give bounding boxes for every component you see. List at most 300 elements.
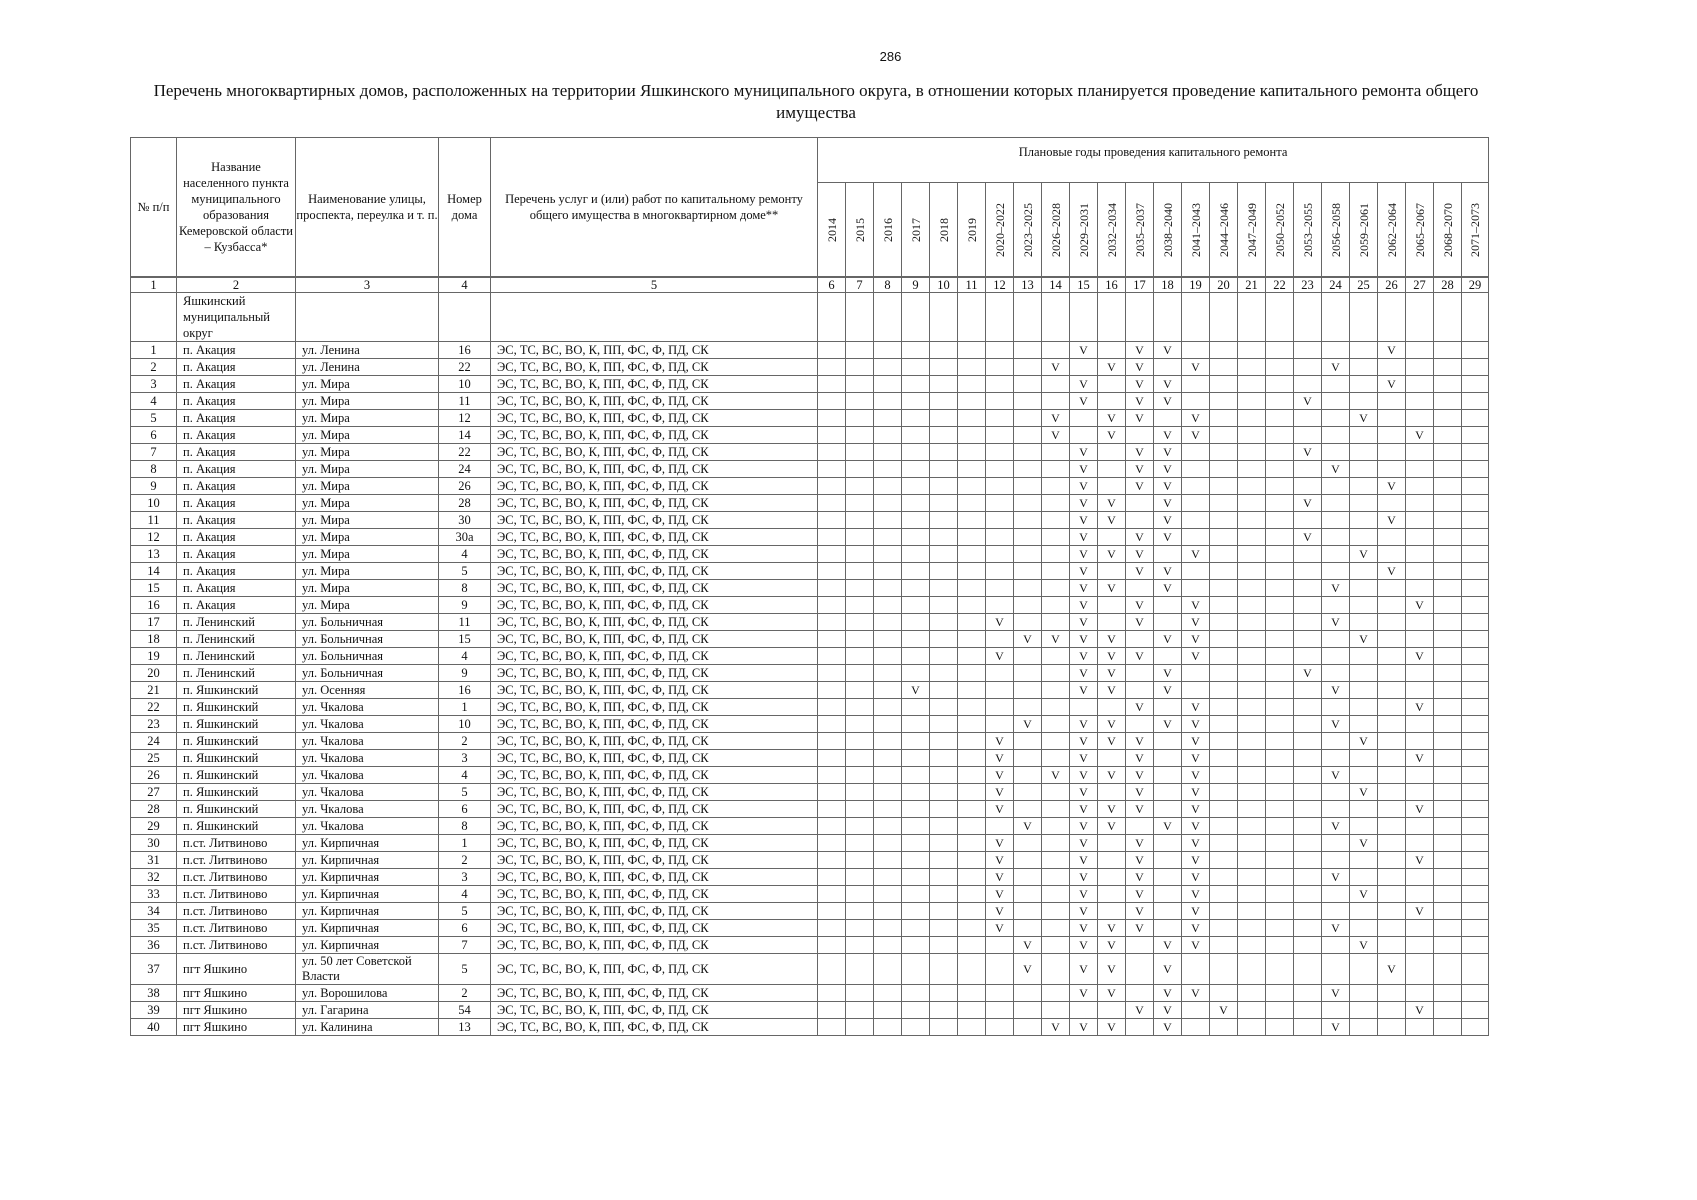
- year-cell: [1238, 1002, 1266, 1019]
- row-number: 11: [131, 512, 177, 529]
- year-cell: [1350, 682, 1378, 699]
- year-cell: [958, 985, 986, 1002]
- works-cell: ЭС, ТС, ВС, ВО, К, ПП, ФС, Ф, ПД, СК: [491, 869, 818, 886]
- house-cell: 11: [439, 393, 491, 410]
- year-cell: [1406, 631, 1434, 648]
- house-cell: 3: [439, 869, 491, 886]
- year-cell: [1238, 512, 1266, 529]
- settlement-cell: п.ст. Литвиново: [177, 869, 296, 886]
- year-cell: [1350, 750, 1378, 767]
- street-cell: ул. Мира: [296, 393, 439, 410]
- year-cell: [1238, 985, 1266, 1002]
- empty-cell: [1434, 293, 1462, 342]
- year-cell: [902, 444, 930, 461]
- year-cell: [902, 801, 930, 818]
- works-cell: ЭС, ТС, ВС, ВО, К, ПП, ФС, Ф, ПД, СК: [491, 801, 818, 818]
- year-mark: V: [1070, 903, 1098, 920]
- year-cell: [846, 985, 874, 1002]
- year-cell: [1042, 835, 1070, 852]
- year-cell: [1434, 784, 1462, 801]
- year-cell: [1322, 937, 1350, 954]
- year-cell: [1266, 376, 1294, 393]
- empty-cell: [902, 293, 930, 342]
- year-cell: [1378, 801, 1406, 818]
- year-cell: [958, 563, 986, 580]
- year-cell: [930, 597, 958, 614]
- year-cell: [1238, 393, 1266, 410]
- year-cell: [986, 393, 1014, 410]
- year-cell: [1322, 529, 1350, 546]
- year-cell: [1014, 682, 1042, 699]
- street-cell: ул. Больничная: [296, 648, 439, 665]
- year-cell: [1266, 801, 1294, 818]
- year-cell: [1266, 1019, 1294, 1036]
- year-mark: V: [1126, 478, 1154, 495]
- year-cell: [1322, 648, 1350, 665]
- year-cell: [1210, 682, 1238, 699]
- year-cell: [818, 682, 846, 699]
- table-row: [131, 1019, 1489, 1036]
- row-number: 36: [131, 937, 177, 954]
- year-mark: V: [1322, 869, 1350, 886]
- year-cell: [958, 750, 986, 767]
- empty-cell: [1098, 293, 1126, 342]
- works-cell: ЭС, ТС, ВС, ВО, К, ПП, ФС, Ф, ПД, СК: [491, 750, 818, 767]
- header-col-works: Перечень услуг и (или) работ по капитальному ремонту общего имущества в многоквартирном доме**: [491, 138, 818, 277]
- year-mark: V: [1126, 903, 1154, 920]
- year-cell: [1434, 665, 1462, 682]
- year-cell: [1294, 461, 1322, 478]
- year-mark: V: [1070, 784, 1098, 801]
- year-cell: [1322, 750, 1350, 767]
- year-cell: [1434, 818, 1462, 835]
- year-cell: [1322, 478, 1350, 495]
- year-cell: [930, 985, 958, 1002]
- year-cell: [1294, 597, 1322, 614]
- year-cell: [1182, 393, 1210, 410]
- year-cell: [818, 903, 846, 920]
- year-cell: [1462, 444, 1489, 461]
- column-number: 7: [846, 278, 874, 293]
- year-cell: [1462, 427, 1489, 444]
- year-mark: V: [1098, 665, 1126, 682]
- year-cell: [902, 716, 930, 733]
- year-cell: [1294, 614, 1322, 631]
- year-cell: [930, 478, 958, 495]
- empty-cell: [1238, 293, 1266, 342]
- year-cell: [1098, 597, 1126, 614]
- year-cell: [1126, 682, 1154, 699]
- year-cell: [1154, 920, 1182, 937]
- year-mark: V: [1322, 1019, 1350, 1036]
- row-number: 6: [131, 427, 177, 444]
- year-cell: [874, 546, 902, 563]
- year-cell: [986, 444, 1014, 461]
- table-row: [131, 699, 1489, 716]
- year-cell: [1350, 376, 1378, 393]
- works-cell: ЭС, ТС, ВС, ВО, К, ПП, ФС, Ф, ПД, СК: [491, 682, 818, 699]
- year-cell: [1098, 393, 1126, 410]
- year-cell: [1378, 733, 1406, 750]
- year-cell: [958, 937, 986, 954]
- year-cell: [902, 937, 930, 954]
- year-cell: [1210, 478, 1238, 495]
- row-number: 21: [131, 682, 177, 699]
- row-number: 25: [131, 750, 177, 767]
- year-cell: [1154, 886, 1182, 903]
- year-mark: V: [1182, 784, 1210, 801]
- settlement-cell: п. Акация: [177, 529, 296, 546]
- street-cell: ул. Больничная: [296, 665, 439, 682]
- year-mark: V: [1294, 495, 1322, 512]
- year-mark: V: [986, 852, 1014, 869]
- year-cell: [1350, 495, 1378, 512]
- row-number: 3: [131, 376, 177, 393]
- year-cell: [846, 495, 874, 512]
- year-cell: [1378, 546, 1406, 563]
- year-cell: [1014, 665, 1042, 682]
- year-cell: [846, 461, 874, 478]
- table-row: [131, 478, 1489, 495]
- year-mark: V: [1098, 580, 1126, 597]
- year-mark: V: [1070, 937, 1098, 954]
- column-number: 9: [902, 278, 930, 293]
- year-cell: [1210, 546, 1238, 563]
- year-cell: [818, 920, 846, 937]
- year-cell: [1238, 903, 1266, 920]
- year-cell: [1266, 563, 1294, 580]
- year-mark: V: [1070, 835, 1098, 852]
- header-year: [1406, 183, 1434, 277]
- year-cell: [1406, 393, 1434, 410]
- year-cell: [1350, 903, 1378, 920]
- year-mark: V: [986, 835, 1014, 852]
- year-mark: V: [1070, 1019, 1098, 1036]
- year-cell: [1378, 835, 1406, 852]
- year-cell: [986, 937, 1014, 954]
- row-number: 1: [131, 342, 177, 359]
- year-cell: [1294, 546, 1322, 563]
- year-mark: V: [1126, 359, 1154, 376]
- street-cell: ул. Мира: [296, 529, 439, 546]
- year-cell: [1294, 376, 1322, 393]
- year-cell: [846, 1019, 874, 1036]
- column-number: 5: [491, 278, 818, 293]
- year-cell: [1042, 478, 1070, 495]
- year-cell: [1210, 937, 1238, 954]
- year-cell: [1322, 903, 1350, 920]
- year-cell: [1210, 869, 1238, 886]
- year-cell: [1238, 631, 1266, 648]
- year-cell: [1266, 682, 1294, 699]
- year-cell: [1014, 563, 1042, 580]
- year-cell: [1210, 631, 1238, 648]
- year-cell: [1350, 869, 1378, 886]
- year-cell: [1322, 563, 1350, 580]
- year-cell: [1266, 444, 1294, 461]
- year-mark: V: [1126, 597, 1154, 614]
- year-cell: [1014, 359, 1042, 376]
- settlement-cell: п. Ленинский: [177, 631, 296, 648]
- year-cell: [1294, 427, 1322, 444]
- works-cell: ЭС, ТС, ВС, ВО, К, ПП, ФС, Ф, ПД, СК: [491, 954, 818, 985]
- year-cell: [1126, 580, 1154, 597]
- year-mark: V: [1154, 1019, 1182, 1036]
- year-cell: [818, 784, 846, 801]
- year-cell: [986, 376, 1014, 393]
- year-mark: V: [1350, 886, 1378, 903]
- year-cell: [1434, 801, 1462, 818]
- year-mark: V: [1406, 427, 1434, 444]
- row-number: 37: [131, 954, 177, 985]
- year-mark: V: [1322, 614, 1350, 631]
- year-cell: [1434, 1019, 1462, 1036]
- street-cell: ул. Мира: [296, 376, 439, 393]
- settlement-cell: п. Ленинский: [177, 665, 296, 682]
- year-cell: [1238, 699, 1266, 716]
- year-cell: [1294, 920, 1322, 937]
- year-mark: V: [1154, 444, 1182, 461]
- year-cell: [1350, 1002, 1378, 1019]
- year-cell: [1210, 954, 1238, 985]
- year-cell: [986, 985, 1014, 1002]
- year-cell: [1126, 818, 1154, 835]
- year-cell: [1350, 852, 1378, 869]
- year-cell: [1266, 920, 1294, 937]
- year-cell: [902, 1002, 930, 1019]
- settlement-cell: п. Акация: [177, 461, 296, 478]
- year-cell: [1462, 852, 1489, 869]
- year-cell: [1210, 597, 1238, 614]
- page-number: 286: [879, 49, 902, 64]
- year-cell: [1238, 937, 1266, 954]
- year-cell: [1434, 869, 1462, 886]
- settlement-cell: п. Яшкинский: [177, 682, 296, 699]
- year-mark: V: [1406, 801, 1434, 818]
- year-cell: [958, 444, 986, 461]
- year-cell: [1266, 784, 1294, 801]
- settlement-cell: п.ст. Литвиново: [177, 937, 296, 954]
- year-cell: [1210, 835, 1238, 852]
- column-number: 1: [131, 278, 177, 293]
- street-cell: ул. Кирпичная: [296, 852, 439, 869]
- works-cell: ЭС, ТС, ВС, ВО, К, ПП, ФС, Ф, ПД, СК: [491, 563, 818, 580]
- year-mark: V: [1294, 665, 1322, 682]
- year-mark: V: [1294, 444, 1322, 461]
- year-cell: [986, 682, 1014, 699]
- house-cell: 54: [439, 1002, 491, 1019]
- year-cell: [846, 580, 874, 597]
- settlement-cell: п.ст. Литвиново: [177, 852, 296, 869]
- year-cell: [1406, 665, 1434, 682]
- year-cell: [874, 563, 902, 580]
- year-cell: [1014, 342, 1042, 359]
- year-mark: V: [1182, 631, 1210, 648]
- row-number: 5: [131, 410, 177, 427]
- year-mark: V: [1070, 750, 1098, 767]
- house-cell: 14: [439, 427, 491, 444]
- year-cell: [818, 342, 846, 359]
- year-mark: V: [1126, 376, 1154, 393]
- year-cell: [1210, 580, 1238, 597]
- works-cell: ЭС, ТС, ВС, ВО, К, ПП, ФС, Ф, ПД, СК: [491, 546, 818, 563]
- year-mark: V: [1126, 852, 1154, 869]
- column-numbers-row: [131, 278, 1489, 293]
- year-cell: [1406, 376, 1434, 393]
- year-cell: [1042, 733, 1070, 750]
- house-cell: 5: [439, 954, 491, 985]
- year-cell: [874, 699, 902, 716]
- year-cell: [818, 818, 846, 835]
- year-cell: [986, 563, 1014, 580]
- house-cell: 8: [439, 580, 491, 597]
- house-cell: 13: [439, 1019, 491, 1036]
- year-mark: V: [1070, 767, 1098, 784]
- year-mark: V: [1070, 563, 1098, 580]
- year-mark: V: [1210, 1002, 1238, 1019]
- year-cell: [1210, 716, 1238, 733]
- year-cell: [1014, 699, 1042, 716]
- year-mark: V: [986, 648, 1014, 665]
- year-cell: [1350, 563, 1378, 580]
- settlement-cell: п. Яшкинский: [177, 784, 296, 801]
- table-row: [131, 495, 1489, 512]
- year-cell: [958, 665, 986, 682]
- row-number: 19: [131, 648, 177, 665]
- settlement-cell: п. Яшкинский: [177, 767, 296, 784]
- year-cell: [846, 682, 874, 699]
- year-mark: V: [1070, 920, 1098, 937]
- settlement-cell: п. Акация: [177, 478, 296, 495]
- year-cell: [1238, 784, 1266, 801]
- year-cell: [1406, 359, 1434, 376]
- year-cell: [1434, 597, 1462, 614]
- header-year: [930, 183, 958, 277]
- year-cell: [902, 512, 930, 529]
- row-number: 40: [131, 1019, 177, 1036]
- year-mark: V: [1322, 767, 1350, 784]
- table-row: [131, 1002, 1489, 1019]
- year-cell: [818, 614, 846, 631]
- year-cell: [1322, 444, 1350, 461]
- year-mark: V: [1406, 699, 1434, 716]
- year-cell: [1462, 750, 1489, 767]
- year-mark: V: [1070, 461, 1098, 478]
- year-cell: [1210, 886, 1238, 903]
- year-cell: [1210, 699, 1238, 716]
- house-cell: 4: [439, 767, 491, 784]
- year-cell: [1462, 461, 1489, 478]
- year-cell: [930, 359, 958, 376]
- year-mark: V: [1098, 427, 1126, 444]
- street-cell: ул. Чкалова: [296, 750, 439, 767]
- year-cell: [1266, 985, 1294, 1002]
- year-cell: [958, 478, 986, 495]
- year-cell: [1350, 665, 1378, 682]
- year-cell: [930, 580, 958, 597]
- empty-cell: [1154, 293, 1182, 342]
- year-mark: V: [1098, 920, 1126, 937]
- year-mark: V: [1406, 903, 1434, 920]
- year-cell: [1462, 342, 1489, 359]
- year-cell: [1238, 920, 1266, 937]
- works-cell: ЭС, ТС, ВС, ВО, К, ПП, ФС, Ф, ПД, СК: [491, 478, 818, 495]
- year-cell: [846, 784, 874, 801]
- year-cell: [818, 1002, 846, 1019]
- year-mark: V: [1378, 376, 1406, 393]
- year-mark: V: [1070, 852, 1098, 869]
- year-cell: [902, 495, 930, 512]
- year-cell: [1462, 376, 1489, 393]
- house-cell: 1: [439, 699, 491, 716]
- year-mark: V: [1098, 801, 1126, 818]
- year-cell: [1098, 376, 1126, 393]
- year-cell: [902, 852, 930, 869]
- year-cell: [958, 920, 986, 937]
- year-mark: V: [1098, 495, 1126, 512]
- year-cell: [1406, 563, 1434, 580]
- year-cell: [1238, 478, 1266, 495]
- year-cell: [1014, 393, 1042, 410]
- year-mark: V: [1126, 461, 1154, 478]
- year-cell: [1322, 427, 1350, 444]
- year-cell: [986, 529, 1014, 546]
- year-cell: [1434, 631, 1462, 648]
- year-cell: [1434, 359, 1462, 376]
- year-mark: V: [1182, 937, 1210, 954]
- table-row: [131, 410, 1489, 427]
- year-cell: [1014, 750, 1042, 767]
- column-number: 8: [874, 278, 902, 293]
- header-year-label: 2018: [936, 217, 951, 242]
- empty-cell: [491, 293, 818, 342]
- year-cell: [1434, 478, 1462, 495]
- year-mark: V: [1098, 985, 1126, 1002]
- year-cell: [902, 648, 930, 665]
- year-cell: [874, 985, 902, 1002]
- year-cell: [846, 546, 874, 563]
- row-number: 14: [131, 563, 177, 580]
- year-cell: [874, 682, 902, 699]
- year-cell: [902, 903, 930, 920]
- row-number: 28: [131, 801, 177, 818]
- settlement-cell: п. Акация: [177, 580, 296, 597]
- year-cell: [1294, 886, 1322, 903]
- year-cell: [874, 1019, 902, 1036]
- table-row: [131, 852, 1489, 869]
- year-mark: V: [1350, 546, 1378, 563]
- year-cell: [1042, 682, 1070, 699]
- year-cell: [1238, 1019, 1266, 1036]
- works-cell: ЭС, ТС, ВС, ВО, К, ПП, ФС, Ф, ПД, СК: [491, 444, 818, 461]
- column-number: 25: [1350, 278, 1378, 293]
- year-cell: [1378, 699, 1406, 716]
- year-mark: V: [1406, 648, 1434, 665]
- year-mark: V: [1154, 985, 1182, 1002]
- table-row: [131, 461, 1489, 478]
- year-cell: [1098, 614, 1126, 631]
- house-cell: 7: [439, 937, 491, 954]
- year-cell: [1434, 903, 1462, 920]
- year-cell: [818, 529, 846, 546]
- year-mark: V: [1070, 648, 1098, 665]
- row-number: 10: [131, 495, 177, 512]
- street-cell: ул. Калинина: [296, 1019, 439, 1036]
- year-cell: [1294, 869, 1322, 886]
- year-cell: [1126, 954, 1154, 985]
- year-cell: [874, 937, 902, 954]
- year-cell: [1294, 835, 1322, 852]
